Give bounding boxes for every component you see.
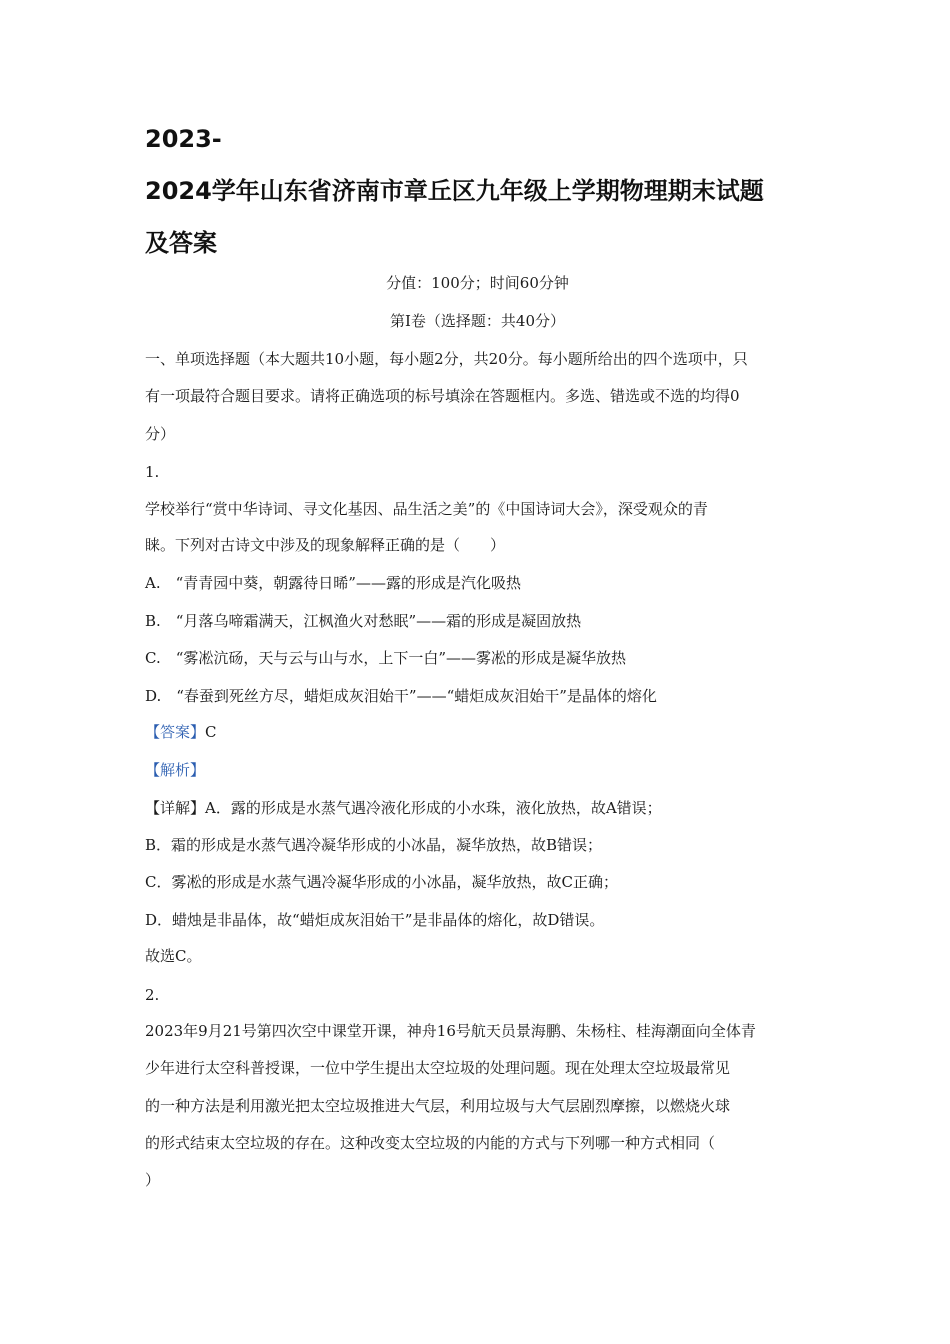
question-number: 1. <box>145 463 160 481</box>
doc-title-line-3: 及答案 <box>145 229 217 257</box>
detail-tag: 【详解】 <box>145 799 206 817</box>
answer-row <box>145 722 810 742</box>
doc-title-line-1: 2023- <box>145 125 222 153</box>
question-stem-line: 学校举行“赏中华诗词、寻文化基因、品生活之美”的《中国诗词大会》，深受观众的青 <box>145 500 708 518</box>
question-stem-line: 的形式结束太空垃圾的存在。这种改变太空垃圾的内能的方式与下列哪一种方式相同（ <box>145 1134 716 1152</box>
detail-line <box>145 798 810 818</box>
section-instructions-line: 有一项最符合题目要求。请将正确选项的标号填涂在答题框内。多选、错选或不选的均得0 <box>145 387 740 405</box>
detail-line: D．蜡烛是非晶体，故“蜡炬成灰泪始干”是非晶体的熔化，故D错误。 <box>145 911 605 929</box>
section-instructions-line: 分） <box>145 425 176 443</box>
detail-line: B．霜的形成是水蒸气遇冷凝华形成的小冰晶，凝华放热，故B错误； <box>145 836 603 854</box>
option-a: A. “青青园中葵，朝露待日晞”——露的形成是汽化吸热 <box>145 574 521 592</box>
answer-value: C <box>205 723 217 741</box>
volume-heading: 第Ⅰ卷（选择题：共40分） <box>389 312 565 330</box>
question-number: 2. <box>145 986 160 1004</box>
detail-line: C．雾凇的形成是水蒸气遇冷凝华形成的小冰晶，凝华放热，故C正确； <box>145 873 618 891</box>
answer-tag: 【答案】 <box>145 723 206 741</box>
doc-title-line-2: 2024学年山东省济南市章丘区九年级上学期物理期末试题 <box>145 177 764 205</box>
option-b: B. “月落乌啼霜满天，江枫渔火对愁眠”——霜的形成是凝固放热 <box>145 612 582 630</box>
section-instructions-line: 一、单项选择题（本大题共10小题，每小题2分，共20分。每小题所给出的四个选项中，只 <box>145 350 748 368</box>
score-time: 分值：100分；时间60分钟 <box>386 274 569 292</box>
question-stem-line: 少年进行太空科普授课，一位中学生提出太空垃圾的处理问题。现在处理太空垃圾最常见 <box>145 1059 731 1077</box>
question-stem-line: 的一种方法是利用激光把太空垃圾推进大气层，利用垃圾与大气层剧烈摩擦，以燃烧火球 <box>145 1097 731 1115</box>
option-c: C. “雾凇沆砀，天与云与山与水，上下一白”——雾凇的形成是凝华放热 <box>145 649 627 667</box>
detail-text: A．露的形成是水蒸气遇冷液化形成的小水珠，液化放热，故A错误； <box>205 799 662 817</box>
question-stem-line: ） <box>145 1171 161 1189</box>
question-stem-line: 2023年9月21号第四次空中课堂开课，神舟16号航天员景海鹏、朱杨柱、桂海潮面向全体青 <box>145 1022 756 1040</box>
detail-conclusion: 故选C。 <box>145 947 202 965</box>
analysis-tag: 【解析】 <box>145 761 206 779</box>
option-d: D. “春蚕到死丝方尽，蜡炬成灰泪始干”——“蜡炬成灰泪始干”是晶体的熔化 <box>145 687 657 705</box>
question-stem-line: 睐。下列对古诗文中涉及的现象解释正确的是（ ） <box>145 536 506 554</box>
